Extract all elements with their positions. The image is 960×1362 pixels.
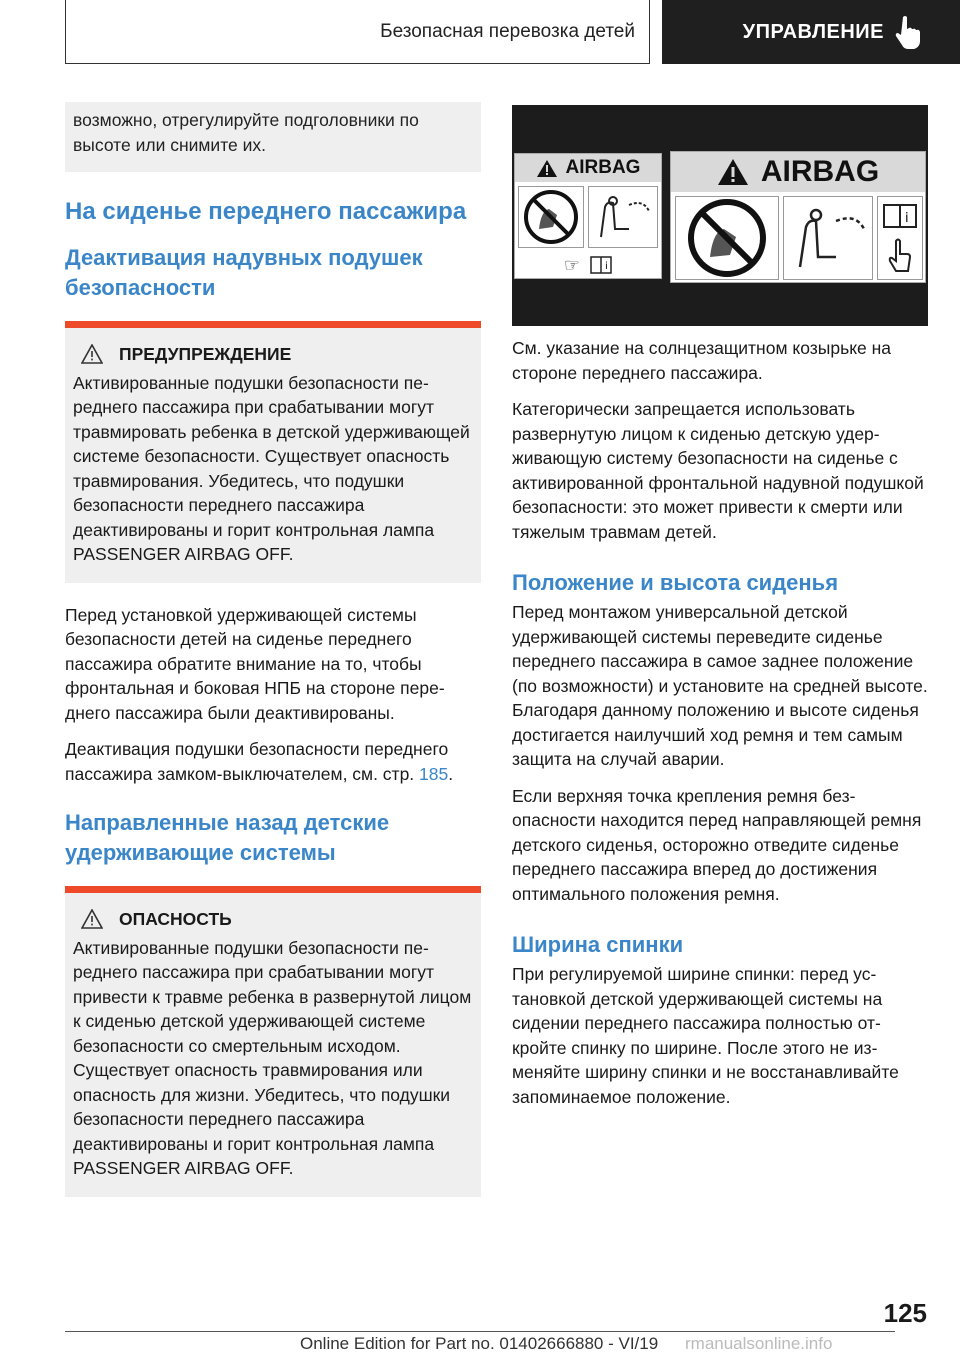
- paragraph-rear-facing-warning: Категорически запрещается использовать развернутую лицом к сиденью детскую удерживающую систему безопасности на сиденье с активированной фронтальной надувной подушкой безопасности: это может привести к смерти или тяжелым травмам детей.: [512, 399, 924, 542]
- airbag-seat-diagram-icon: [783, 196, 873, 280]
- chapter-tab: [662, 0, 960, 64]
- pointing-hand-icon: [894, 15, 920, 49]
- intro-note-text: возможно, отрегулируйте подголовники по высоте или снимите их.: [73, 110, 419, 155]
- paragraph-before-install: Перед установкой удерживающей системы безопасности детей на сиденье переднего пассажира обратите внимание на то, чтобы фронтальная и боковая НПБ на стороне переднего пассажира были деактивированы.: [65, 604, 445, 723]
- heading-backrest-width: Ширина спинки: [512, 932, 684, 957]
- svg-text:i: i: [605, 261, 608, 272]
- no-child-seat-icon: [675, 196, 779, 280]
- airbag-warning-label-image: [512, 105, 928, 326]
- airbag-seat-diagram-icon: [588, 186, 658, 248]
- paragraph-seat-position: Перед монтажом универсальной детской удерживающей системы переведите сиденье переднего пассажира в самое заднее положение (по возможности) и установите на средней высоте. Благодаря данному положению и высоте сиденья достигается наилучший ход ремня и тем самым защита на случай аварии.: [512, 602, 928, 769]
- footer-watermark: rmanualsonline.info: [685, 1334, 833, 1353]
- paragraph-sun-visor-note: См. указание на солнцезащитном козырьке на стороне переднего пассажира.: [512, 338, 892, 383]
- paragraph-deactivation-switch: [65, 737, 481, 786]
- page-number: 125: [883, 1298, 927, 1328]
- warning-triangle-icon: [81, 909, 103, 929]
- warning-title: ПРЕДУПРЕЖДЕНИЕ: [119, 344, 292, 364]
- danger-text: Активированные подушки безопасности переднего пассажира при срабатывании могут привести к травме ребенка в развернутой лицом к сиденью детской удерживающей системе безопасности со смертельным исходом. Существует опасность травмирования или опасность для жизни. Убедитесь, что подушки безопасности переднего пассажира деактивированы и горит контрольная лампа PASSENGER AIRBAG OFF.: [73, 937, 472, 1178]
- warning-divider: [65, 321, 481, 328]
- warning-text: Активированные подушки безопасности переднего пассажира при срабатывании могут травмировать ребенка в детской удерживающей системе безопасности. Существует опасность травмирования. Убедитесь, что подушки безопасности переднего пассажира деактивированы и горит контрольная лампа PASSENGER AIRBAG OFF.: [73, 372, 470, 564]
- warning-triangle-icon: [536, 159, 558, 178]
- chapter-title: УПРАВЛЕНИЕ: [742, 20, 884, 43]
- svg-text:i: i: [905, 211, 909, 226]
- page-reference-link[interactable]: 185: [419, 763, 449, 784]
- heading-front-passenger-seat: На сиденье переднего пассажира: [65, 198, 467, 225]
- left-column: [65, 102, 481, 1197]
- book-icon: [590, 256, 612, 274]
- airbag-label-large-text: AIRBAG: [760, 155, 880, 188]
- danger-divider: [65, 886, 481, 893]
- heading-rear-facing-systems: Направленные назад детские удерживающие системы: [65, 810, 390, 865]
- warning-triangle-icon: [81, 344, 103, 364]
- heading-airbag-deactivation: Деактивация надувных подушек безопасности: [65, 245, 423, 300]
- section-title: Безопасная перевозка детей: [380, 20, 635, 42]
- paragraph-backrest-width: При регулируемой ширине спинки: перед установкой детской удерживающей системы на сидении переднего пассажира полностью откройте спинку по ширине. После этого не изменяйте ширину спинки и не восстанавливайте запоминаемое положение.: [512, 964, 899, 1107]
- no-child-seat-icon: [518, 186, 584, 248]
- airbag-label-small-text: AIRBAG: [565, 157, 641, 178]
- airbag-label-small: [514, 153, 662, 279]
- manual-reference-icons: [515, 252, 661, 278]
- hand-icon: ☞: [563, 254, 581, 275]
- danger-title: ОПАСНОСТЬ: [119, 909, 232, 929]
- manual-reference-icons: [877, 196, 923, 280]
- intro-note-box: [65, 102, 481, 172]
- footer-edition: Online Edition for Part no. 01402666880 - VI/19: [300, 1334, 659, 1353]
- airbag-label-large: [670, 151, 926, 283]
- warning-box: [65, 328, 481, 583]
- paragraph-text: Деактивация подушки безопасности переднего пассажира замком-выключателем, см. стр.: [65, 739, 449, 784]
- danger-box: [65, 893, 481, 1197]
- heading-seat-position-height: Положение и высота сиденья: [512, 570, 839, 595]
- warning-triangle-icon: [717, 158, 749, 186]
- paragraph-end: .: [448, 763, 454, 784]
- running-header-section: [65, 0, 650, 64]
- right-column: [512, 105, 928, 1109]
- footer-divider: [65, 1331, 895, 1332]
- paragraph-belt-anchor: Если верхняя точка крепления ремня безопасности находится перед направляющей ремня детского сиденья, осторожно отведите сиденье переднего пассажира вперед до достижения оптимального положения ремня.: [512, 785, 922, 904]
